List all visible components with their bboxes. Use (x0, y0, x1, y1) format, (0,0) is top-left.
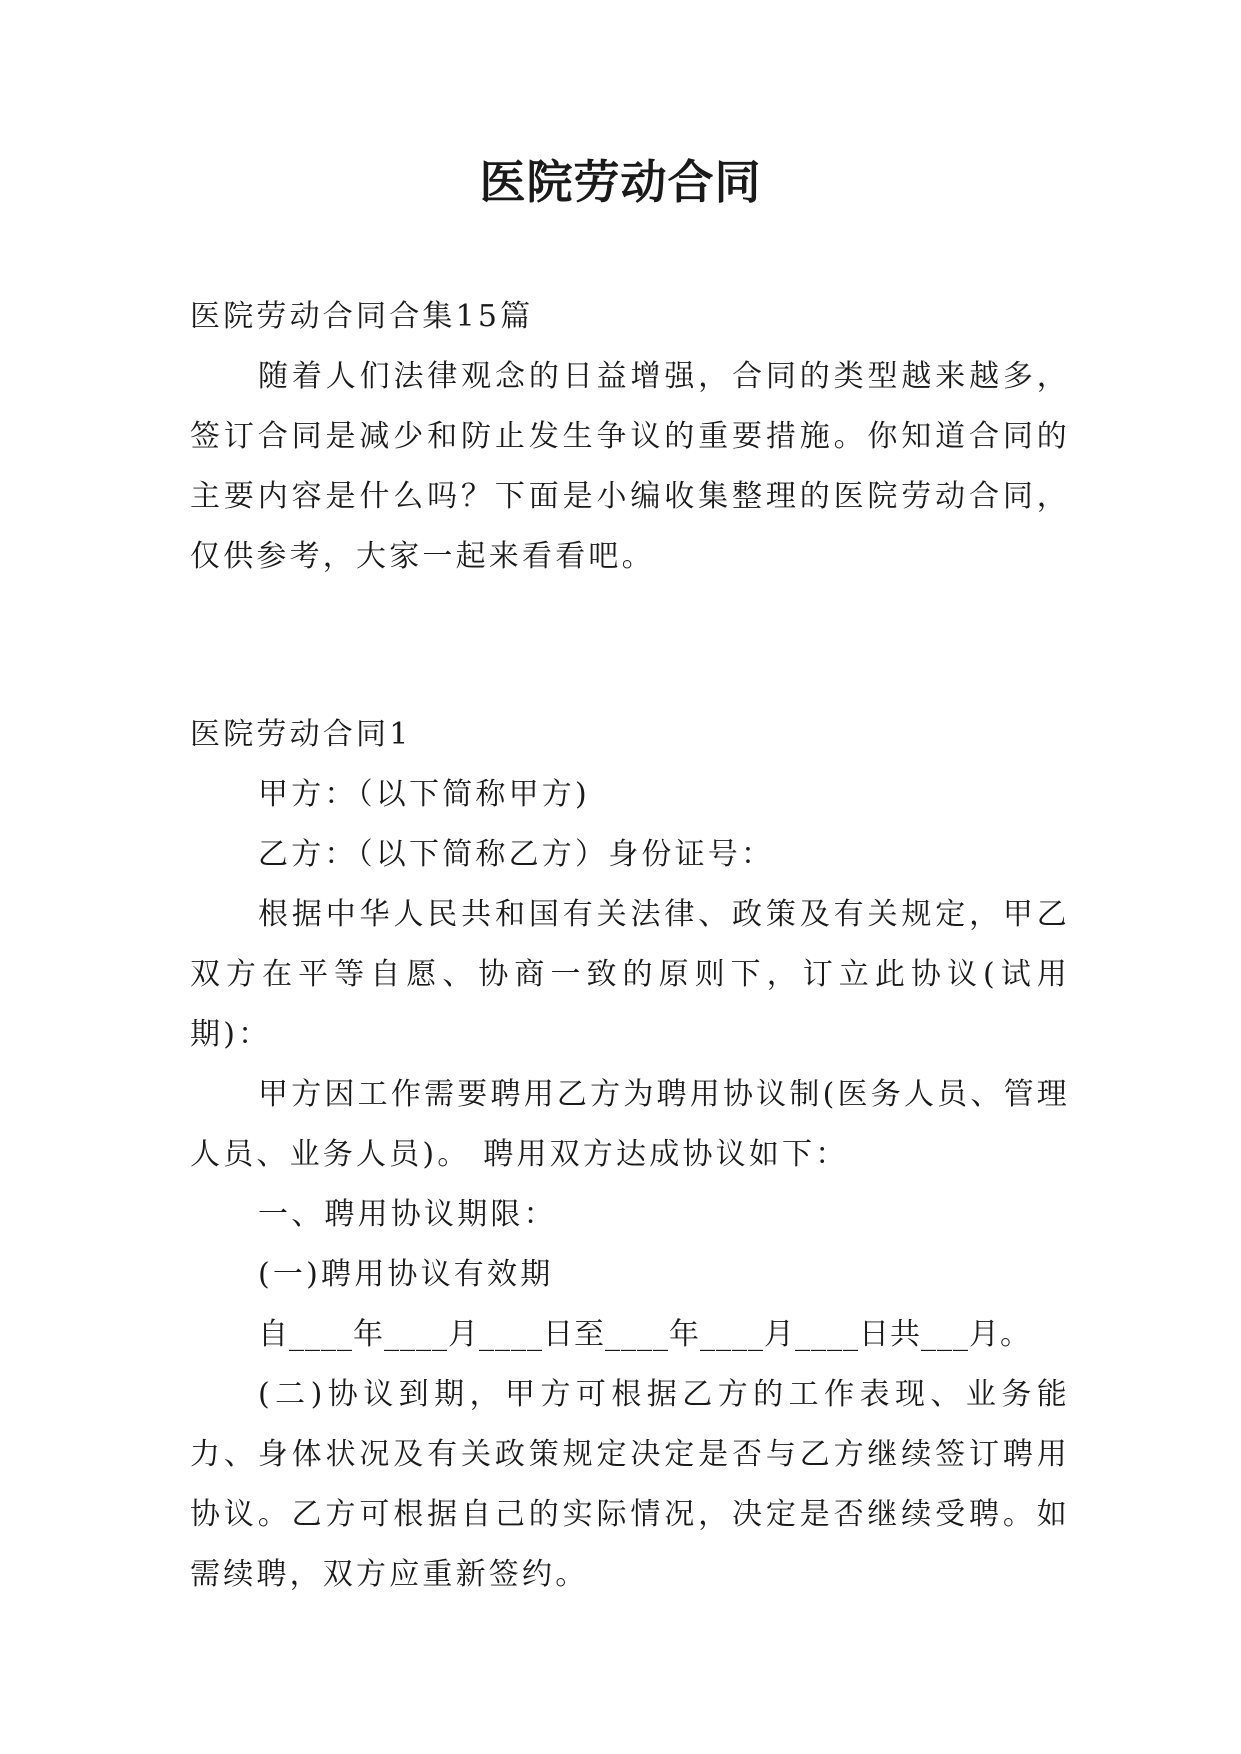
basis-paragraph: 根据中华人民共和国有关法律、政策及有关规定，甲乙双方在平等自愿、协商一致的原则下，订立此协议(试用期)： (190, 897, 1070, 1052)
document-body (190, 287, 1070, 1605)
clause-1-2-paragraph: (二)协议到期，甲方可根据乙方的工作表现、业务能力、身体状况及有关政策规定决定是否与乙方继续签订聘用协议。乙方可根据自己的实际情况，决定是否继续受聘。如需续聘，双方应重新签约。 (190, 1377, 1070, 1592)
intro-paragraph: 随着人们法律观念的日益增强，合同的类型越来越多，签订合同是减少和防止发生争议的重要措施。你知道合同的主要内容是什么吗？下面是小编收集整理的医院劳动合同，仅供参考，大家一起来看看吧。 (190, 359, 1070, 574)
term-line: 自____年____月____日至____年____月____日共___月。 (258, 1317, 1031, 1352)
clause-1-1-heading: (一)聘用协议有效期 (258, 1257, 554, 1292)
section-spacer (190, 587, 1070, 705)
collection-heading: 医院劳动合同合集15篇 (190, 299, 534, 334)
clause-1-heading: 一、聘用协议期限： (258, 1197, 557, 1232)
employment-paragraph: 甲方因工作需要聘用乙方为聘用协议制(医务人员、管理人员、业务人员)。 聘用双方达成协议如下： (190, 1077, 1070, 1172)
section-heading: 医院劳动合同1 (190, 717, 412, 752)
document-title: 医院劳动合同 (479, 155, 762, 209)
party-a-line: 甲方：（以下简称甲方) (258, 777, 590, 812)
party-b-line: 乙方：（以下简称乙方）身份证号： (258, 837, 775, 872)
